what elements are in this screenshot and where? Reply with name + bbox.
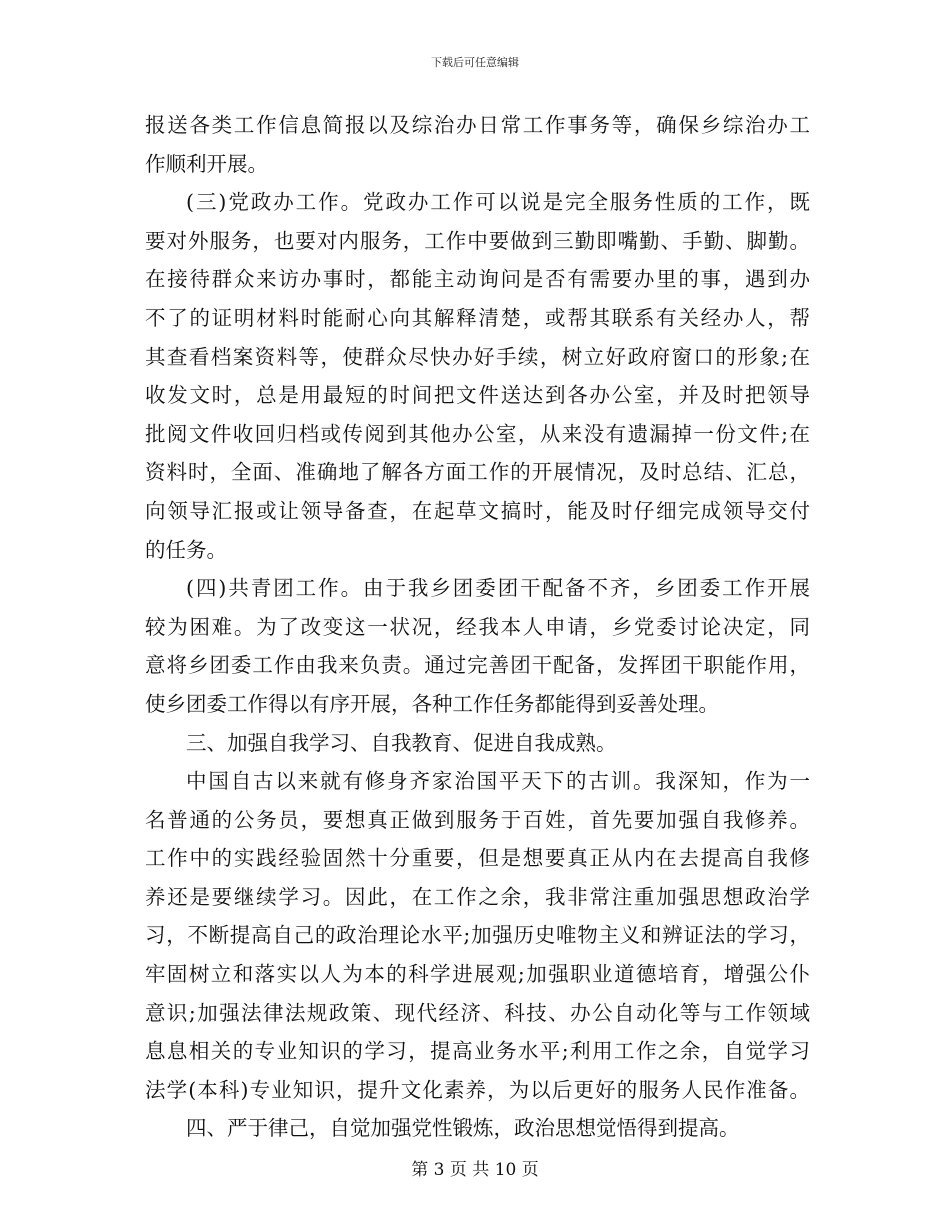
text-line: 资料时，全面、准确地了解各方面工作的开展情况，及时总结、汇总，: [145, 460, 810, 485]
text-line: 意识;加强法律法规政策、现代经济、科技、办公自动化等与工作领域: [145, 1000, 810, 1025]
page-number-footer: 第 3 页 共 10 页: [411, 1160, 539, 1180]
text-line: 名普通的公务员，要想真正做到服务于百姓，首先要加强自我修养。: [145, 807, 810, 832]
text-line: 较为困难。为了改变这一状况，经我本人申请，乡党委讨论决定，同: [145, 614, 810, 639]
text-line: 息息相关的专业知识的学习，提高业务水平;利用工作之余，自觉学习: [145, 1039, 810, 1064]
text-line: 的任务。: [145, 537, 227, 562]
text-line: (三)党政办工作。党政办工作可以说是完全服务性质的工作，既: [186, 190, 810, 215]
text-line: 养还是要继续学习。因此，在工作之余，我非常注重加强思想政治学: [145, 884, 810, 909]
text-line: 批阅文件收回归档或传阅到其他办公室，从来没有遗漏掉一份文件;在: [145, 421, 810, 446]
text-line: 在接待群众来访办事时，都能主动询问是否有需要办里的事，遇到办: [145, 267, 810, 292]
page-header: 下载后可任意编辑: [431, 56, 519, 69]
section-heading: 三、加强自我学习、自我教育、促进自我成熟。: [186, 730, 617, 755]
text-line: 要对外服务，也要对内服务，工作中要做到三勤即嘴勤、手勤、脚勤。: [145, 228, 810, 253]
text-line: 其查看档案资料等，使群众尽快办好手续，树立好政府窗口的形象;在: [145, 344, 810, 369]
text-line: 牢固树立和落实以人为本的科学进展观;加强职业道德培育，增强公仆: [145, 962, 810, 987]
text-line: (四)共青团工作。由于我乡团委团干配备不齐，乡团委工作开展: [186, 576, 810, 601]
text-line: 报送各类工作信息简报以及综治办日常工作事务等，确保乡综治办工: [145, 113, 810, 137]
text-line: 作顺利开展。: [145, 151, 268, 176]
text-line: 法学(本科)专业知识，提升文化素养，为以后更好的服务人民作准备。: [145, 1077, 810, 1102]
text-line: 意将乡团委工作由我来负责。通过完善团干配备，发挥团干职能作用，: [145, 653, 810, 678]
text-line: 使乡团委工作得以有序开展，各种工作任务都能得到妥善处理。: [145, 691, 719, 716]
text-line: 收发文时，总是用最短的时间把文件送达到各办公室，并及时把领导: [145, 383, 810, 408]
text-line: 中国自古以来就有修身齐家治国平天下的古训。我深知，作为一: [186, 769, 810, 794]
text-line: 向领导汇报或让领导备查，在起草文搞时，能及时仔细完成领导交付: [145, 498, 810, 523]
text-line: 不了的证明材料时能耐心向其解释清楚，或帮其联系有关经办人，帮: [145, 305, 810, 330]
section-heading: 四、严于律己，自觉加强党性锻炼，政治思想觉悟得到提高。: [186, 1116, 740, 1141]
text-line: 工作中的实践经验固然十分重要，但是想要真正从内在去提高自我修: [145, 846, 810, 871]
text-line: 习，不断提高自己的政治理论水平;加强历史唯物主义和辨证法的学习，: [145, 923, 810, 948]
document-body: [145, 106, 810, 1148]
